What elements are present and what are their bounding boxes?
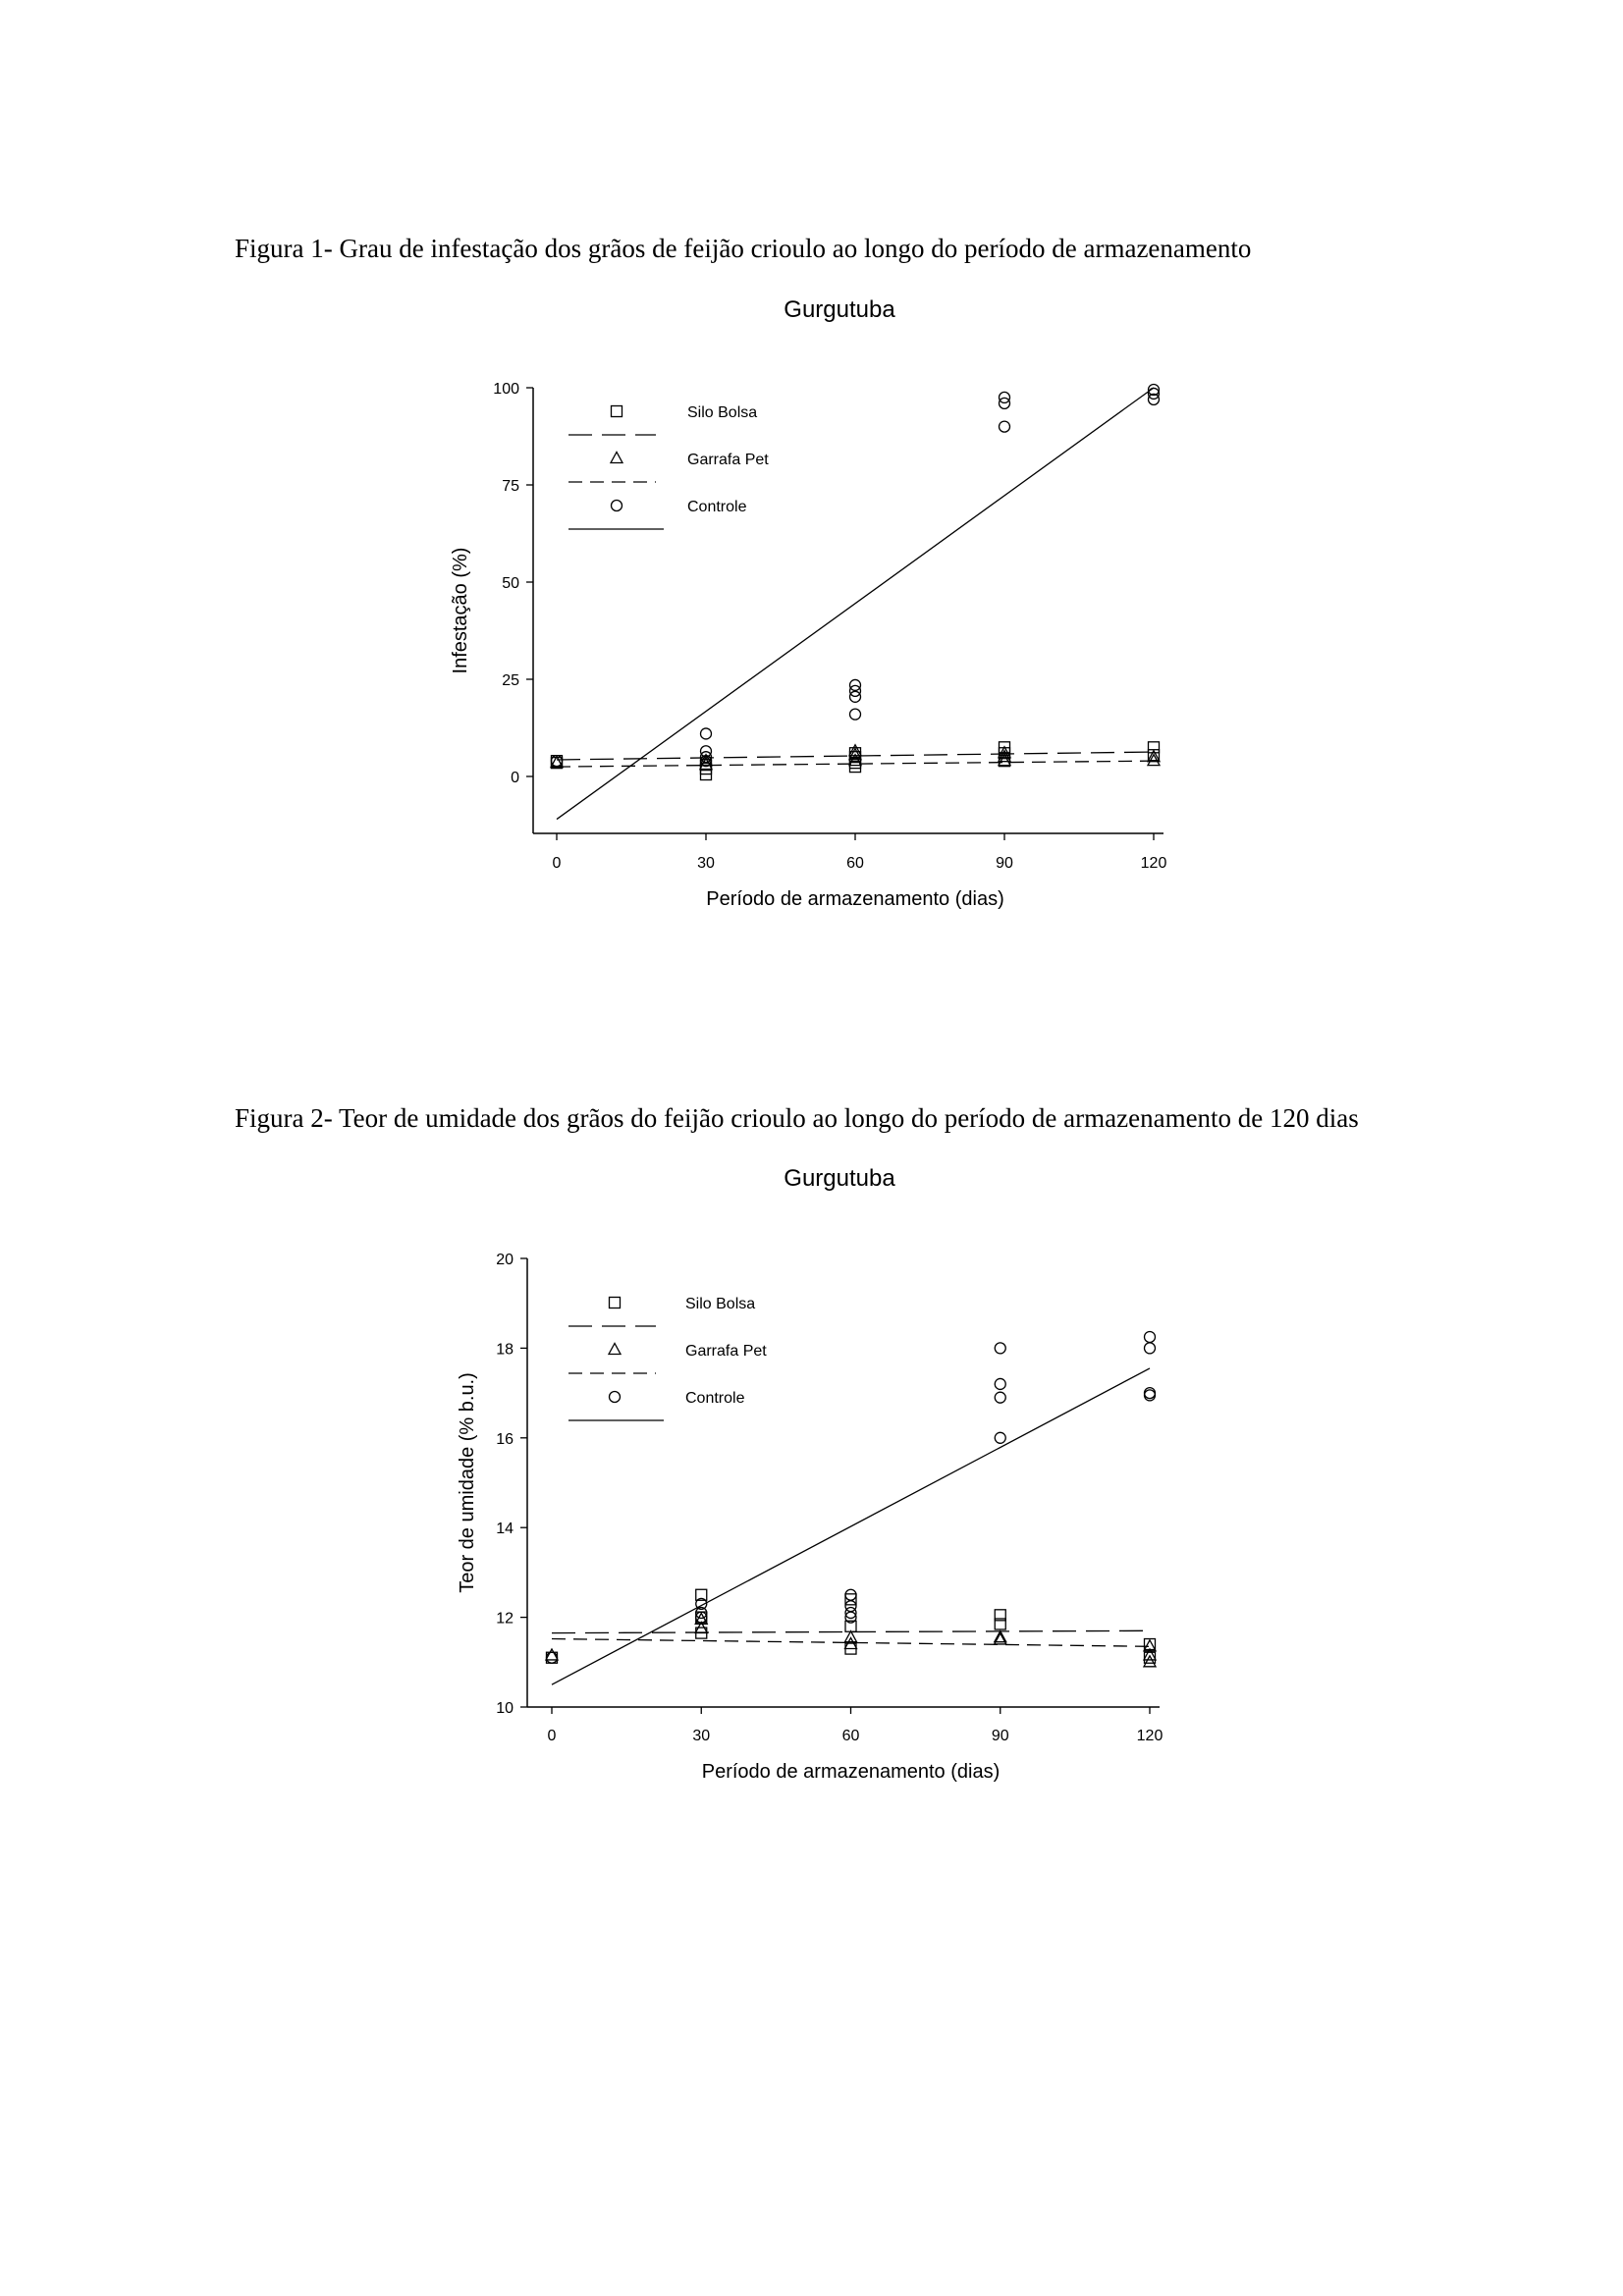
- y-tick-label: 100: [493, 381, 519, 398]
- y-tick-label: 14: [496, 1521, 514, 1538]
- legend-label: Controle: [685, 1390, 745, 1407]
- y-tick-label: 20: [496, 1252, 514, 1268]
- x-tick-label: 30: [692, 1728, 711, 1744]
- legend-label: Controle: [687, 499, 747, 515]
- series-garrafa-pet: [551, 452, 1160, 770]
- figure-2-caption: Figura 2- Teor de umidade dos grãos do feijão crioulo ao longo do período de armazenamento de 120 dias: [235, 1103, 1359, 1133]
- data-point: [995, 1343, 1005, 1354]
- figure-1-caption: Figura 1- Grau de infestação dos grãos de feijão crioulo ao longo do período de armazenamento: [235, 234, 1252, 263]
- x-axis-label: Período de armazenamento (dias): [701, 1761, 1001, 1783]
- y-tick-label: 75: [502, 478, 519, 495]
- y-tick-label: 12: [496, 1610, 514, 1628]
- legend-marker-circle-icon: [612, 501, 622, 511]
- chart-1: [450, 381, 1166, 910]
- legend-marker-circle-icon: [610, 1392, 621, 1403]
- legend-marker-triangle-icon: [609, 1344, 621, 1355]
- y-tick-label: 18: [496, 1341, 514, 1359]
- data-point: [1145, 1331, 1156, 1342]
- y-tick-label: 0: [511, 770, 519, 786]
- x-tick-label: 90: [991, 1728, 1009, 1744]
- y-axis-label: Teor de umidade (% b.u.): [457, 1372, 478, 1593]
- x-tick-label: 90: [996, 855, 1013, 872]
- legend-marker-triangle-icon: [611, 453, 622, 463]
- chart-2: [457, 1252, 1163, 1783]
- x-tick-label: 30: [697, 855, 715, 872]
- regression-line: [552, 1639, 1150, 1647]
- chart-2-title: Gurgutuba: [784, 1165, 895, 1192]
- data-point: [1145, 1343, 1156, 1354]
- data-point: [995, 1378, 1005, 1389]
- legend-label: Silo Bolsa: [687, 404, 758, 421]
- y-tick-label: 50: [502, 575, 519, 592]
- y-tick-label: 10: [496, 1700, 514, 1717]
- data-point: [999, 755, 1010, 766]
- legend-label: Silo Bolsa: [685, 1296, 756, 1312]
- x-tick-label: 60: [841, 1728, 860, 1744]
- data-point: [547, 1652, 558, 1663]
- x-tick-label: 60: [846, 855, 864, 872]
- data-point: [845, 1589, 856, 1600]
- legend-marker-square-icon: [612, 406, 622, 417]
- data-point: [995, 1392, 1005, 1403]
- x-tick-label: 120: [1140, 855, 1167, 872]
- x-axis-label: Período de armazenamento (dias): [706, 888, 1004, 910]
- data-point: [850, 709, 861, 720]
- data-point: [995, 1432, 1005, 1443]
- series-silo-bolsa: [552, 404, 1160, 780]
- data-point: [1000, 421, 1010, 432]
- legend-label: Garrafa Pet: [685, 1343, 767, 1360]
- legend-marker-square-icon: [610, 1298, 621, 1308]
- x-tick-label: 120: [1136, 1728, 1163, 1744]
- y-axis-label: Infestação (%): [450, 547, 471, 674]
- x-tick-label: 0: [547, 1728, 557, 1744]
- legend-label: Garrafa Pet: [687, 452, 769, 468]
- chart-1-title: Gurgutuba: [784, 296, 895, 323]
- data-point: [701, 728, 712, 739]
- x-tick-label: 0: [552, 855, 562, 872]
- y-tick-label: 16: [496, 1430, 514, 1448]
- y-tick-label: 25: [502, 672, 519, 689]
